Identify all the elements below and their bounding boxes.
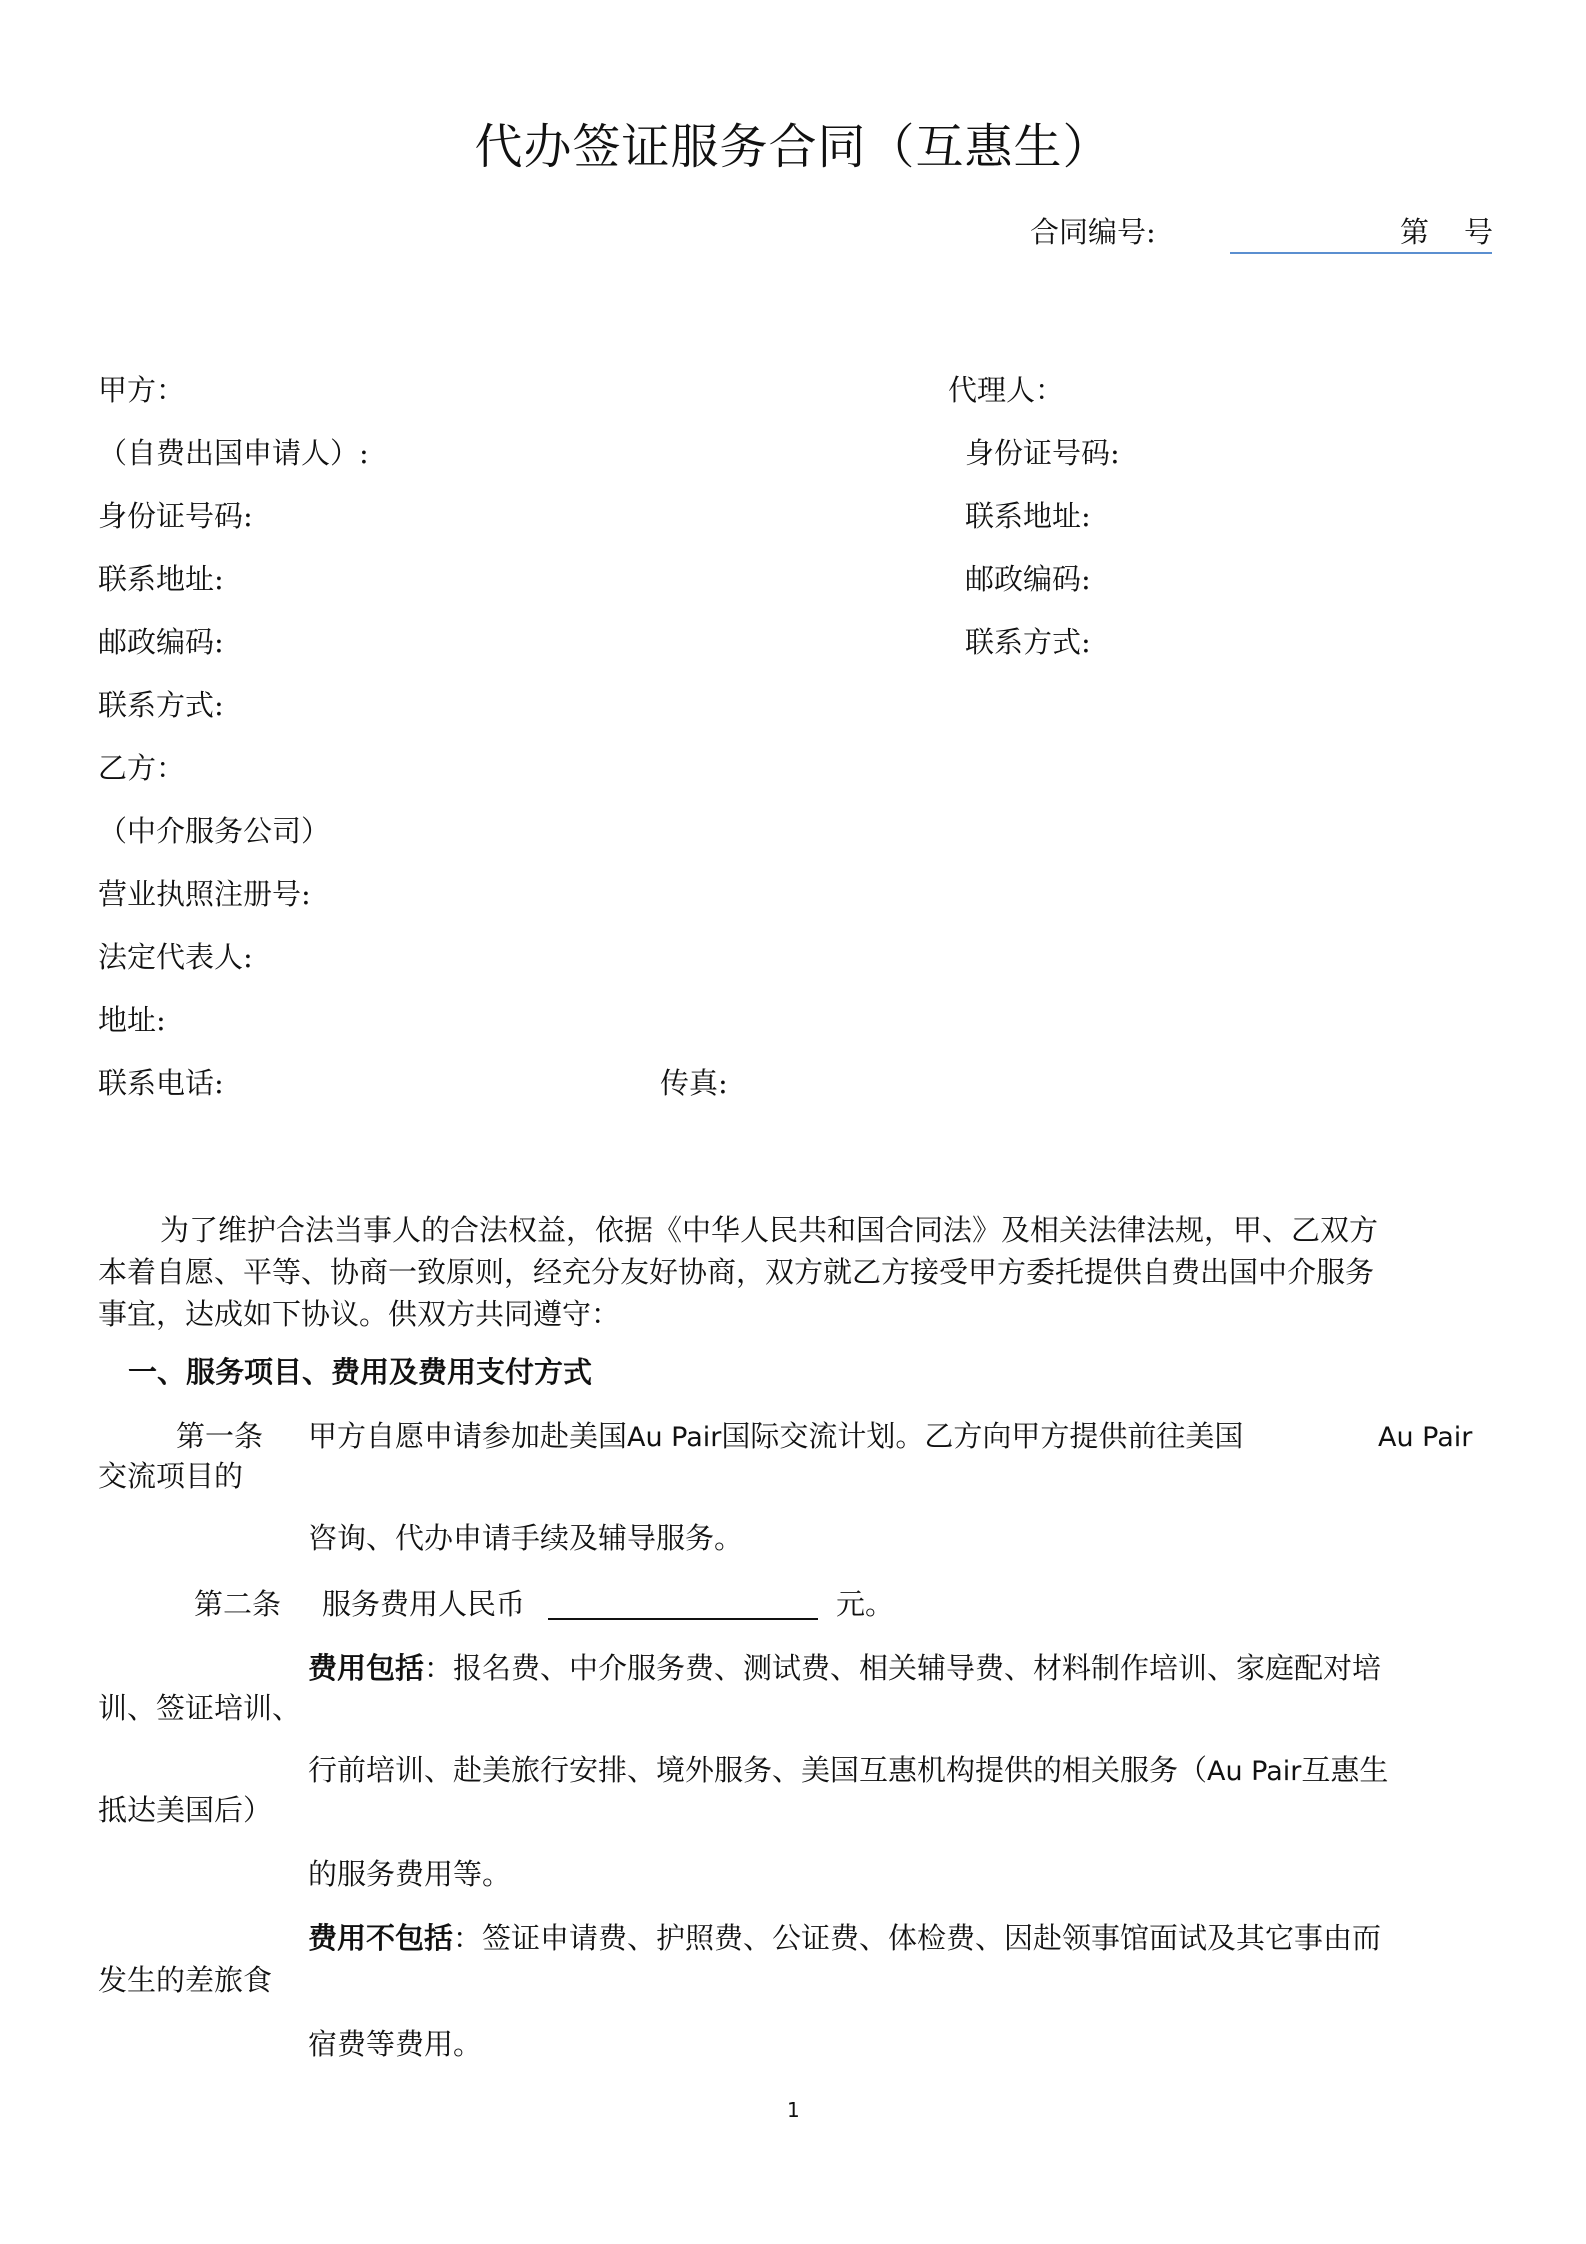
fees-included-line-3-b: 互惠生	[1301, 1753, 1389, 1787]
agent-label: 代理人：	[948, 373, 1065, 407]
article-1-line-1	[308, 1416, 1243, 1458]
fees-included-text: ：报名费、中介服务费、测试费、相关辅导费、材料制作培训、家庭配对培	[424, 1651, 1382, 1685]
article-1-line-2: 交流项目的	[98, 1459, 244, 1493]
fees-excluded-text: ：签证申请费、护照费、公证费、体检费、因赴领事馆面试及其它事由而	[453, 1921, 1382, 1955]
article-1-latin-2: Au Pair	[1378, 1422, 1473, 1453]
fees-excluded-line-2: 发生的差旅食	[98, 1963, 273, 1997]
fees-excluded-line-1	[308, 1918, 1381, 1958]
contract-number-di: 第	[1400, 215, 1430, 249]
party-a-label: 甲方：	[98, 373, 186, 407]
party-a-address-label: 联系地址:	[98, 562, 224, 596]
article-1-latin-1: Au Pair	[627, 1422, 722, 1453]
intro-line-3: 事宜，达成如下协议。供双方共同遵守：	[98, 1297, 621, 1331]
article-1-text-b: 国际交流计划。乙方向甲方提供前往美国	[721, 1419, 1244, 1453]
fees-included-latin: Au Pair	[1207, 1756, 1302, 1787]
fees-included-line-3	[308, 1750, 1388, 1792]
party-b-subtitle: （中介服务公司）	[98, 814, 331, 848]
article-1-text-a: 甲方自愿申请参加赴美国	[308, 1419, 628, 1453]
party-b-fax-label: 传真:	[660, 1066, 728, 1100]
section-1-heading: 一、服务项目、费用及费用支付方式	[128, 1355, 593, 1389]
party-a-contact-label: 联系方式:	[98, 688, 224, 722]
fees-included-line-2: 训、签证培训、	[98, 1691, 302, 1725]
fees-included-line-3-a: 行前培训、赴美旅行安排、境外服务、美国互惠机构提供的相关服务（	[308, 1753, 1208, 1787]
agent-postcode-label: 邮政编码:	[965, 562, 1091, 596]
article-1-line-3: 咨询、代办申请手续及辅导服务。	[308, 1521, 744, 1555]
agent-address-label: 联系地址:	[965, 499, 1091, 533]
contract-number-hao: 号	[1464, 215, 1494, 249]
fees-included-label: 费用包括	[308, 1651, 425, 1685]
party-b-phone-label: 联系电话:	[98, 1066, 224, 1100]
fees-included-line-4: 抵达美国后）	[98, 1793, 273, 1827]
party-a-postcode-label: 邮政编码:	[98, 625, 224, 659]
contract-number-field[interactable]	[1230, 252, 1492, 254]
page-number: 1	[787, 2098, 800, 2122]
fees-included-line-1	[308, 1648, 1381, 1688]
fees-included-line-5: 的服务费用等。	[308, 1857, 512, 1891]
fees-excluded-label: 费用不包括	[308, 1921, 454, 1955]
intro-line-2: 本着自愿、平等、协商一致原则，经充分友好协商，双方就乙方接受甲方委托提供自费出国中介服务	[98, 1255, 1375, 1289]
party-a-id-label: 身份证号码:	[98, 499, 253, 533]
party-b-legal-rep-label: 法定代表人:	[98, 940, 253, 974]
contract-number-label: 合同编号:	[1030, 215, 1156, 249]
article-2-text-b: 元。	[836, 1587, 895, 1621]
article-2-label: 第二条	[194, 1587, 282, 1621]
party-b-license-label: 营业执照注册号:	[98, 877, 311, 911]
party-b-address-label: 地址:	[98, 1003, 166, 1037]
agent-id-label: 身份证号码:	[965, 436, 1120, 470]
article-1-label: 第一条	[176, 1419, 264, 1453]
agent-contact-label: 联系方式:	[965, 625, 1091, 659]
party-a-subtitle: （自费出国申请人）:	[98, 436, 369, 470]
service-fee-amount-field[interactable]	[548, 1618, 818, 1620]
intro-line-1: 为了维护合法当事人的合法权益，依据《中华人民共和国合同法》及相关法律法规，甲、乙双方	[160, 1213, 1379, 1247]
party-b-label: 乙方：	[98, 751, 186, 785]
fees-excluded-line-3: 宿费等费用。	[308, 2027, 483, 2061]
article-2-text-a: 服务费用人民币	[322, 1587, 526, 1621]
document-title: 代办签证服务合同（互惠生）	[474, 119, 1112, 175]
